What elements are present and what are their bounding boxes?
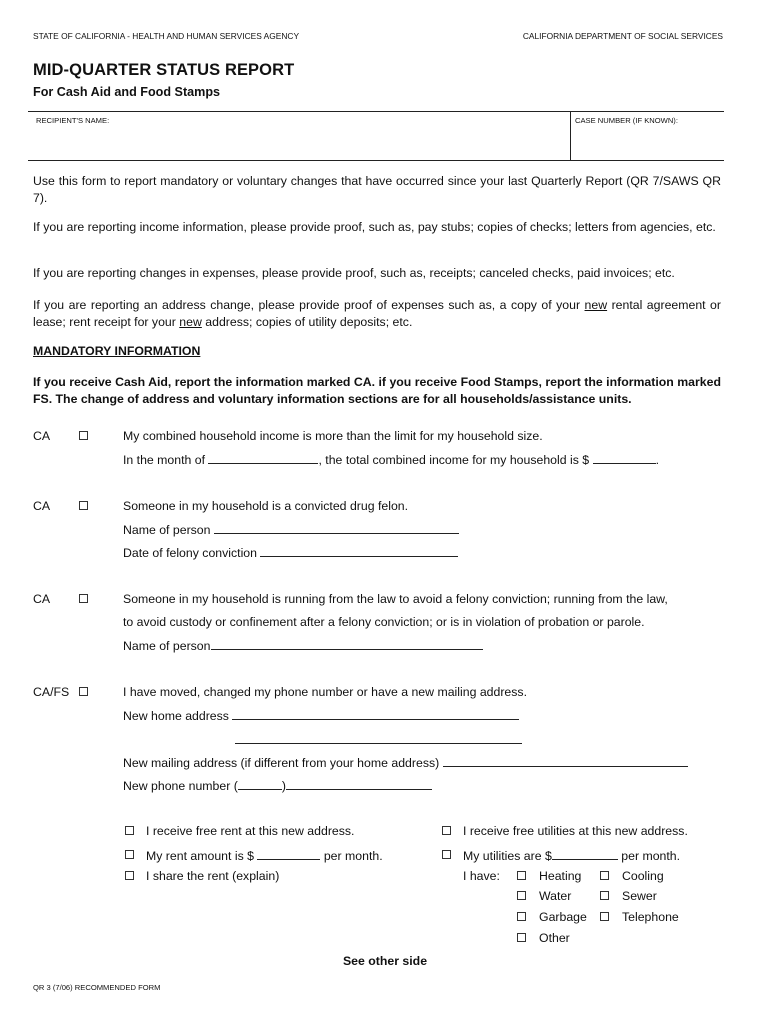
fleeing-name-line	[123, 638, 483, 653]
felon-name-line	[123, 522, 459, 537]
free-rent-checkbox[interactable]	[125, 826, 134, 835]
other-checkbox[interactable]	[517, 933, 526, 942]
department-header: CALIFORNIA DEPARTMENT OF SOCIAL SERVICES	[522, 31, 723, 41]
rent-amount-field[interactable]	[257, 848, 320, 860]
p4-text-a: If you are reporting an address change, please provide proof of expenses such as, a copy of your	[33, 298, 585, 312]
cooling-label: Cooling	[622, 869, 664, 883]
sewer-checkbox[interactable]	[600, 891, 609, 900]
income-text: My combined household income is more than the limit for my household size.	[123, 429, 543, 443]
fleeing-checkbox[interactable]	[79, 594, 88, 603]
mailing-address-label: New mailing address (if different from your home address)	[123, 756, 440, 770]
area-code-field[interactable]	[238, 778, 282, 790]
garbage-label: Garbage	[539, 910, 587, 924]
i-have-label: I have:	[463, 869, 500, 883]
home-address-label: New home address	[123, 709, 229, 723]
income-tag: CA	[33, 429, 51, 443]
moved-checkbox[interactable]	[79, 687, 88, 696]
p4-text-c: rental agreement or lease; rent receipt for your	[33, 298, 721, 329]
phone-line	[123, 778, 432, 793]
period: .	[655, 453, 659, 467]
rent-amount-checkbox[interactable]	[125, 850, 134, 859]
mandatory-intro: If you receive Cash Aid, report the information marked CA. if you receive Food Stamps, report the information marked FS. The change of address and voluntary information sections are for all households/assistance units.	[33, 375, 721, 406]
felon-date-label: Date of felony conviction	[123, 546, 257, 560]
other-label: Other	[539, 931, 570, 945]
total-income-label: , the total combined income for my household is $	[318, 453, 590, 467]
moved-tag: CA/FS	[33, 685, 70, 699]
instruction-paragraph-3: If you are reporting changes in expenses, please provide proof, such as, receipts; canceled checks, paid invoices; etc.	[33, 266, 675, 280]
p4-new-1: new	[584, 298, 608, 312]
phone-label: New phone number (	[123, 779, 238, 793]
utilities-amount-checkbox[interactable]	[442, 850, 451, 859]
share-rent-checkbox[interactable]	[125, 871, 134, 880]
mailing-address-field[interactable]	[443, 755, 688, 767]
heating-label: Heating	[539, 869, 582, 883]
phone-close: )	[281, 779, 286, 793]
instruction-paragraph-2: If you are reporting income information, please provide proof, such as, pay stubs; copies of checks; letters from agencies, etc.	[33, 220, 716, 234]
agency-header: STATE OF CALIFORNIA - HEALTH AND HUMAN SERVICES AGENCY	[33, 31, 300, 41]
free-rent-label: I receive free rent at this new address.	[146, 824, 355, 838]
recipient-name-field[interactable]	[28, 126, 568, 159]
fleeing-name-label: Name of person	[123, 639, 211, 653]
rent-amount-line	[146, 848, 383, 863]
mandatory-heading: MANDATORY INFORMATION	[33, 344, 201, 358]
moved-text: I have moved, changed my phone number or have a new mailing address.	[123, 685, 527, 699]
see-other-side: See other side	[342, 954, 428, 968]
water-label: Water	[539, 889, 572, 903]
utilities-amount-label: My utilities are $	[463, 849, 552, 863]
recipient-info-box	[28, 111, 724, 161]
fleeing-text-2: to avoid custody or confinement after a felony conviction; or is in violation of probation or parole.	[123, 615, 645, 629]
instruction-paragraph-4	[33, 297, 721, 330]
fleeing-name-field[interactable]	[211, 638, 483, 650]
felon-checkbox[interactable]	[79, 501, 88, 510]
free-utilities-checkbox[interactable]	[442, 826, 451, 835]
cooling-checkbox[interactable]	[600, 871, 609, 880]
rent-per-month: per month.	[323, 849, 383, 863]
case-number-label: CASE NUMBER (IF KNOWN):	[575, 116, 678, 125]
recipient-name-label: RECIPIENT'S NAME:	[36, 116, 110, 125]
felon-tag: CA	[33, 499, 51, 513]
felon-text: Someone in my household is a convicted drug felon.	[123, 499, 409, 513]
total-income-field[interactable]	[593, 452, 656, 464]
free-utilities-label: I receive free utilities at this new address.	[463, 824, 688, 838]
rent-amount-label: My rent amount is $	[146, 849, 254, 863]
form-footer: QR 3 (7/06) RECOMMENDED FORM	[33, 983, 161, 992]
garbage-checkbox[interactable]	[517, 912, 526, 921]
felon-date-field[interactable]	[260, 545, 458, 557]
instruction-paragraph-1: Use this form to report mandatory or voluntary changes that have occurred since your last Quarterly Report (QR 7/SAWS QR 7).	[33, 174, 721, 205]
home-address-line	[123, 708, 519, 723]
utilities-amount-line	[463, 848, 680, 863]
form-subtitle: For Cash Aid and Food Stamps	[33, 85, 221, 99]
utilities-per-month: per month.	[621, 849, 681, 863]
home-address-field-2[interactable]	[235, 743, 522, 744]
fleeing-tag: CA	[33, 592, 51, 606]
telephone-label: Telephone	[622, 910, 679, 924]
home-address-field[interactable]	[232, 708, 519, 720]
felon-name-field[interactable]	[214, 522, 459, 534]
share-rent-label: I share the rent (explain)	[146, 869, 280, 883]
phone-number-field[interactable]	[286, 778, 432, 790]
water-checkbox[interactable]	[517, 891, 526, 900]
heating-checkbox[interactable]	[517, 871, 526, 880]
fleeing-text-1: Someone in my household is running from the law to avoid a felony conviction; running from the law,	[123, 592, 668, 606]
sewer-label: Sewer	[622, 889, 657, 903]
income-checkbox[interactable]	[79, 431, 88, 440]
month-field[interactable]	[208, 452, 318, 464]
telephone-checkbox[interactable]	[600, 912, 609, 921]
form-title: MID-QUARTER STATUS REPORT	[33, 61, 295, 79]
utilities-amount-field[interactable]	[552, 848, 618, 860]
p4-new-2: new	[179, 314, 202, 329]
month-label: In the month of	[123, 453, 206, 467]
mailing-address-line	[123, 755, 688, 770]
felon-name-label: Name of person	[123, 523, 211, 537]
case-number-field[interactable]	[572, 126, 722, 159]
box-divider	[570, 112, 571, 160]
p4-text-e: address; copies of utility deposits; etc.	[201, 314, 413, 329]
income-detail-line	[123, 452, 659, 467]
felon-date-line	[123, 545, 458, 560]
